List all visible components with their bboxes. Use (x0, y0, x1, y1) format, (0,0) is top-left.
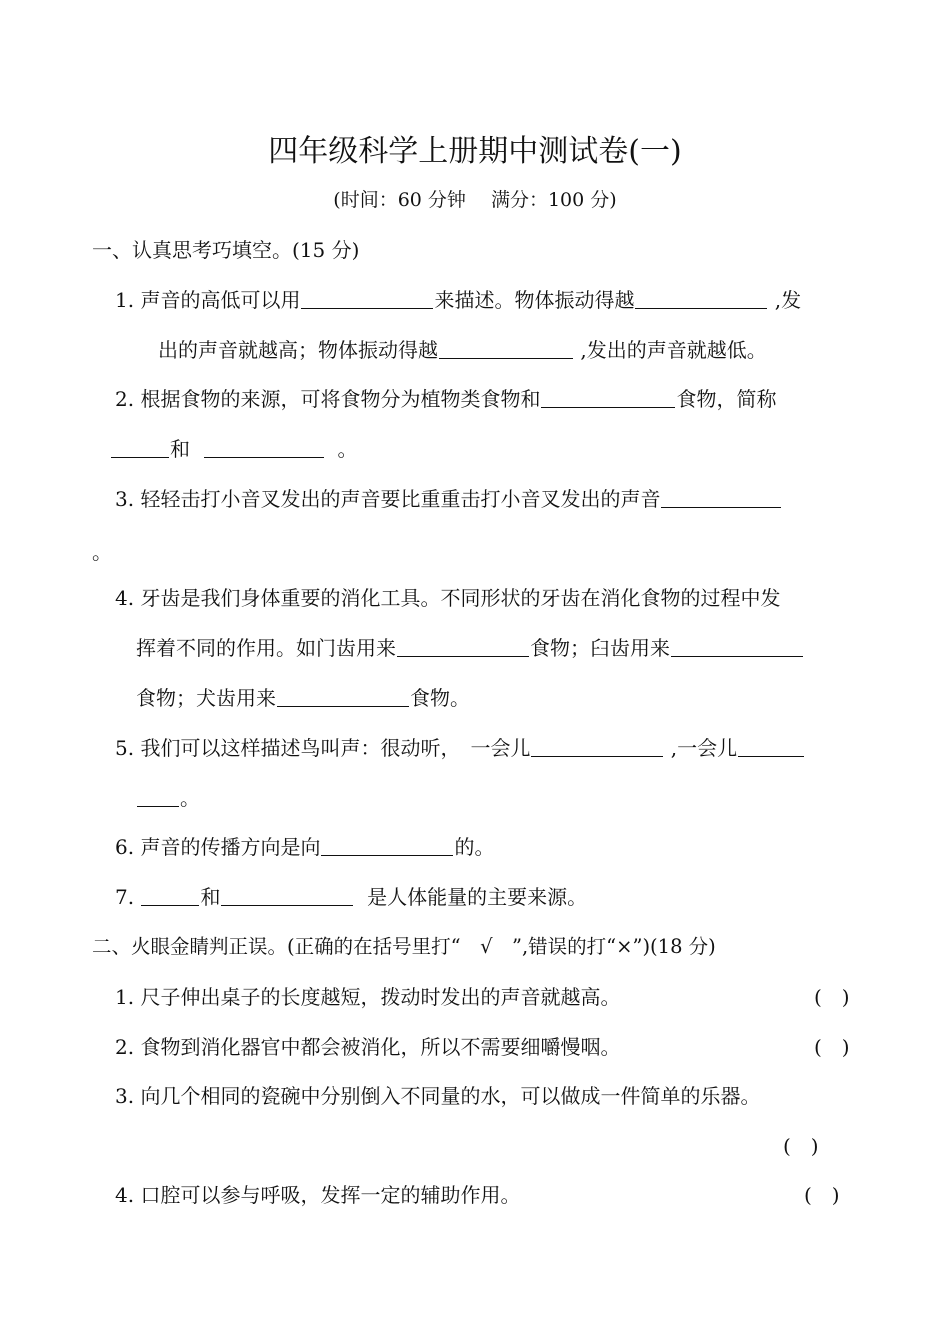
q2-text-b: 食物，简称 (676, 387, 777, 411)
q2-blank-2[interactable] (111, 437, 169, 458)
q1-text-b: 来描述。物体振动得越 (434, 288, 635, 312)
q2-text-c: 和 (170, 437, 190, 461)
q5-text-b: ,一会儿 (664, 736, 738, 760)
q1-text-d: 出的声音就越高；物体振动得越 (158, 338, 438, 362)
question-6 (115, 833, 494, 861)
q4-blank-1[interactable] (397, 636, 529, 657)
q6-blank-1[interactable] (321, 835, 453, 856)
q7-text-c: 是人体能量的主要来源。 (367, 885, 588, 909)
q7-text-b: 和 (200, 885, 221, 909)
judge-answer-box-2[interactable]: ( ) (814, 1035, 850, 1059)
q7-blank-2[interactable] (221, 885, 353, 906)
judge-answer-box-3[interactable]: ( ) (783, 1134, 819, 1158)
judge-item-4: 4. 口腔可以参与呼吸，发挥一定的辅助作用。 (115, 1183, 521, 1207)
q1-text-c: ,发 (768, 288, 802, 312)
q4-blank-2[interactable] (671, 636, 803, 657)
question-4-line-1: 4. 牙齿是我们身体重要的消化工具。不同形状的牙齿在消化食物的过程中发 (115, 586, 781, 610)
q4-text-c: 食物；臼齿用来 (530, 636, 670, 660)
q1-text-a: 1. 声音的高低可以用 (115, 288, 301, 312)
q3-text-a: 3. 轻轻击打小音叉发出的声音要比重重击打小音叉发出的声音 (115, 487, 661, 511)
q4-text-b: 挥着不同的作用。如门齿用来 (136, 636, 396, 660)
judge-answer-box-4[interactable]: ( ) (804, 1183, 840, 1207)
q4-text-e: 食物。 (410, 686, 470, 710)
q2-blank-1[interactable] (541, 387, 675, 408)
question-2-line-1 (115, 385, 776, 413)
q7-text-a: 7. (115, 885, 135, 909)
q1-text-e: ,发出的声音就越低。 (574, 338, 767, 362)
question-4-line-2 (136, 634, 804, 662)
question-3-line-1 (115, 485, 782, 513)
q1-blank-2[interactable] (635, 288, 767, 309)
q7-blank-1[interactable] (141, 885, 199, 906)
q1-blank-3[interactable] (439, 338, 573, 359)
exam-info: (时间：60 分钟 满分：100 分) (333, 189, 617, 211)
judge-item-3: 3. 向几个相同的瓷碗中分别倒入不同量的水，可以做成一件简单的乐器。 (115, 1084, 761, 1108)
judge-item-2: 2. 食物到消化器官中都会被消化，所以不需要细嚼慢咽。 (115, 1035, 621, 1059)
page-title: 四年级科学上册期中测试卷(一) (268, 134, 682, 169)
q4-text-d: 食物；犬齿用来 (136, 686, 276, 710)
question-7 (115, 883, 587, 911)
q5-blank-1[interactable] (531, 736, 663, 757)
q1-blank-1[interactable] (301, 288, 433, 309)
q6-text-a: 6. 声音的传播方向是向 (115, 835, 321, 859)
q5-text-a: 5. 我们可以这样描述鸟叫声：很动听， 一会儿 (115, 736, 531, 760)
question-5-line-1 (115, 734, 805, 762)
q3-blank-1[interactable] (661, 487, 781, 508)
judge-answer-box-1[interactable]: ( ) (814, 985, 850, 1009)
question-3-line-2: 。 (92, 540, 112, 564)
q2-text-d: 。 (337, 437, 358, 461)
q5-text-c: 。 (180, 786, 200, 810)
section2-heading: 二、火眼金睛判正误。(正确的在括号里打“ √ ”,错误的打“×”)(18 分) (92, 935, 716, 958)
question-1-line-2 (158, 336, 767, 364)
q4-blank-3[interactable] (277, 686, 409, 707)
question-2-line-2 (110, 435, 357, 463)
q2-text-a: 2. 根据食物的来源，可将食物分为植物类食物和 (115, 387, 541, 411)
section1-heading: 一、认真思考巧填空。(15 分) (92, 238, 360, 262)
q5-blank-2-cont[interactable] (137, 786, 179, 807)
question-5-line-2 (136, 784, 200, 812)
question-4-line-3 (136, 684, 470, 712)
q6-text-b: 的。 (454, 835, 495, 859)
q5-blank-2[interactable] (738, 736, 804, 757)
judge-item-1: 1. 尺子伸出桌子的长度越短，拨动时发出的声音就越高。 (115, 985, 621, 1009)
question-1-line-1 (115, 286, 801, 314)
q2-blank-3[interactable] (204, 437, 324, 458)
